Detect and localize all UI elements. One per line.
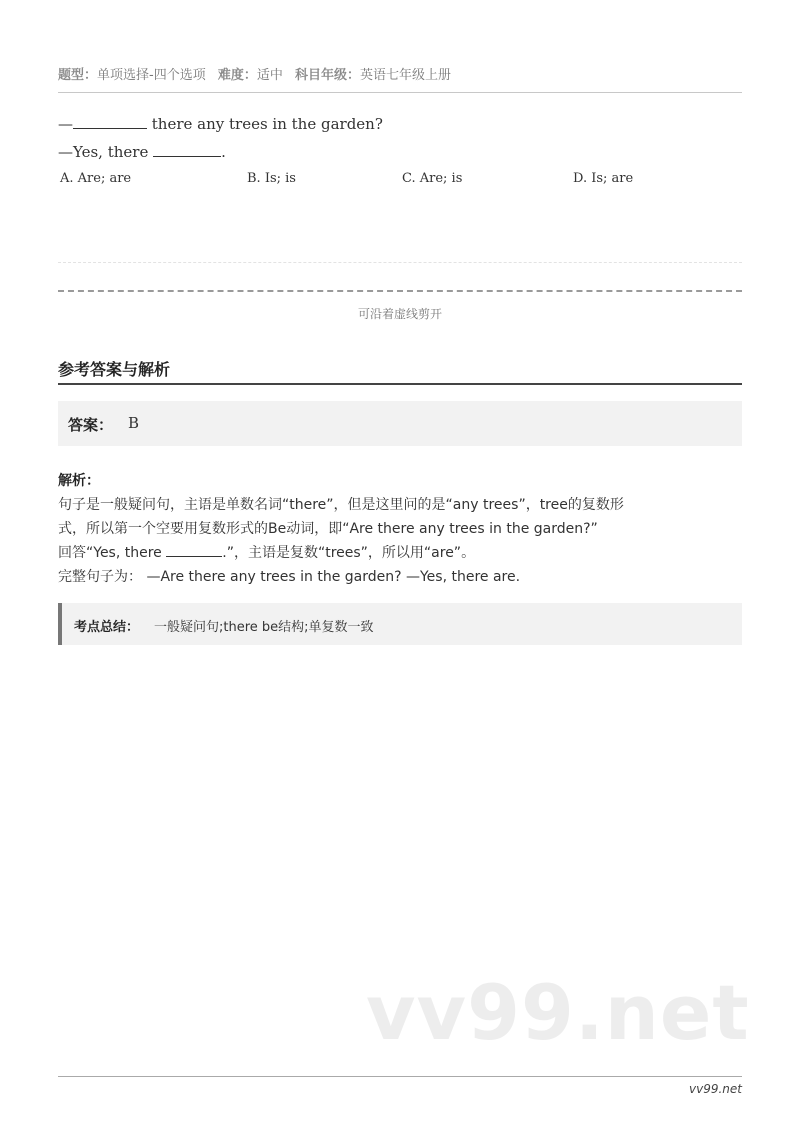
- analysis-line-2: 式，所以第一个空要用复数形式的Be动词，即“Are there any trees in the garden?”: [58, 521, 598, 537]
- subject-value: 英语七年级上册: [360, 68, 452, 83]
- answer-blank-1: [73, 114, 147, 129]
- answer-blank-2: [153, 142, 221, 157]
- analysis-line-4: 完整句子为： —Are there any trees in the garden? —Yes, there are.: [58, 569, 521, 585]
- answer-value: B: [128, 414, 140, 432]
- question-line-2: [58, 142, 226, 161]
- footer-site: vv99.net: [689, 1082, 742, 1096]
- option-b[interactable]: B. Is; is: [247, 171, 296, 186]
- difficulty-value: 适中: [256, 68, 283, 83]
- cut-line: [58, 290, 742, 292]
- type-value: 单项选择-四个选项: [97, 68, 206, 83]
- question-line-2-prefix: —Yes, there: [58, 143, 154, 161]
- answer-box: [58, 401, 742, 446]
- watermark: vv99.net: [366, 968, 750, 1057]
- cut-hint: 可沿着虚线剪开: [357, 307, 442, 321]
- section-title: 参考答案与解析: [58, 360, 171, 379]
- footer-divider: [58, 1076, 742, 1077]
- analysis-line-3-prefix: 回答“Yes, there: [58, 545, 167, 561]
- section-divider: [58, 383, 742, 385]
- analysis-label: 解析：: [58, 473, 100, 489]
- question-meta: [58, 64, 459, 83]
- type-key: 题型：: [58, 68, 98, 83]
- analysis-line-3-suffix: .”，主语是复数“trees”，所以用“are”。: [222, 545, 476, 561]
- analysis-line-3: [58, 542, 475, 562]
- question-line-2-text: .: [221, 143, 226, 161]
- light-dashed-line: [58, 262, 742, 263]
- question-line-1: [58, 114, 383, 133]
- option-a[interactable]: A. Are; are: [60, 171, 132, 186]
- kaodian-label: 考点总结：: [74, 620, 140, 635]
- analysis-line-1: 句子是一般疑问句，主语是单数名词“there”，但是这里问的是“any trees”，tree的复数形: [58, 497, 624, 513]
- option-d[interactable]: D. Is; are: [573, 171, 634, 186]
- option-c[interactable]: C. Are; is: [402, 171, 463, 186]
- question-line-1-prefix: —: [58, 115, 73, 133]
- difficulty-key: 难度：: [217, 68, 257, 83]
- top-divider: [58, 92, 742, 93]
- subject-key: 科目年级：: [295, 68, 361, 83]
- kaodian-box: [58, 603, 742, 645]
- question-line-1-text: there any trees in the garden?: [147, 115, 383, 133]
- answer-label: 答案：: [68, 416, 114, 434]
- analysis-blank: [166, 544, 222, 557]
- kaodian-value: 一般疑问句;there be结构;单复数一致: [154, 620, 374, 635]
